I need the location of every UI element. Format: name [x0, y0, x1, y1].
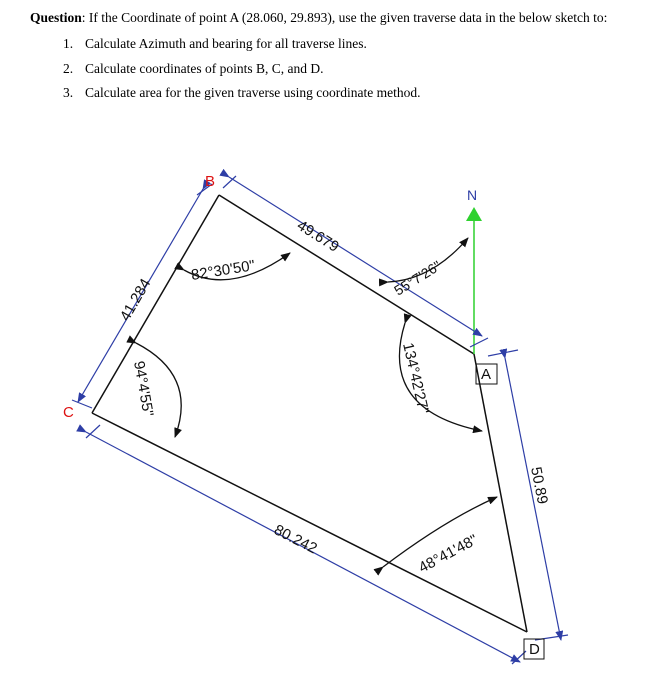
line-CD	[92, 413, 527, 632]
angle-arcs	[136, 238, 497, 567]
north-label: N	[467, 187, 478, 203]
point-label-C: C	[63, 404, 74, 421]
angle-label-B: 82°30'50"	[189, 257, 257, 284]
point-label-B: B	[205, 173, 216, 190]
angle-label-C: 94°4'55"	[130, 359, 157, 418]
north-arrow	[466, 187, 482, 354]
task-item-3: 3. Calculate area for the given traverse using coordinate method.	[63, 85, 421, 100]
question-lead: Question	[30, 10, 82, 25]
point-label-A: A	[481, 366, 492, 383]
distance-label-BC: 41.284	[116, 275, 155, 324]
question-body: : If the Coordinate of point A (28.060, 29.893), use the given traverse data in the below sketch to:	[81, 10, 608, 25]
line-DA	[474, 354, 527, 632]
angle-label-D: 48°41'48"	[415, 531, 481, 577]
distance-label-AB: 49.679	[293, 216, 342, 256]
distance-label-CD: 80.242	[271, 521, 320, 558]
distance-label-DA: 50.89	[527, 465, 551, 506]
point-label-D: D	[529, 641, 540, 658]
angle-label-A: 134°42'27"	[399, 341, 432, 416]
dimension-lines	[72, 176, 568, 664]
line-BC	[92, 195, 219, 413]
angle-label-north-AB: 55°7'26"	[391, 257, 444, 299]
task-item-1: 1. Calculate Azimuth and bearing for all traverse lines.	[63, 36, 367, 51]
task-item-2: 2. Calculate coordinates of points B, C, and D.	[63, 61, 324, 76]
